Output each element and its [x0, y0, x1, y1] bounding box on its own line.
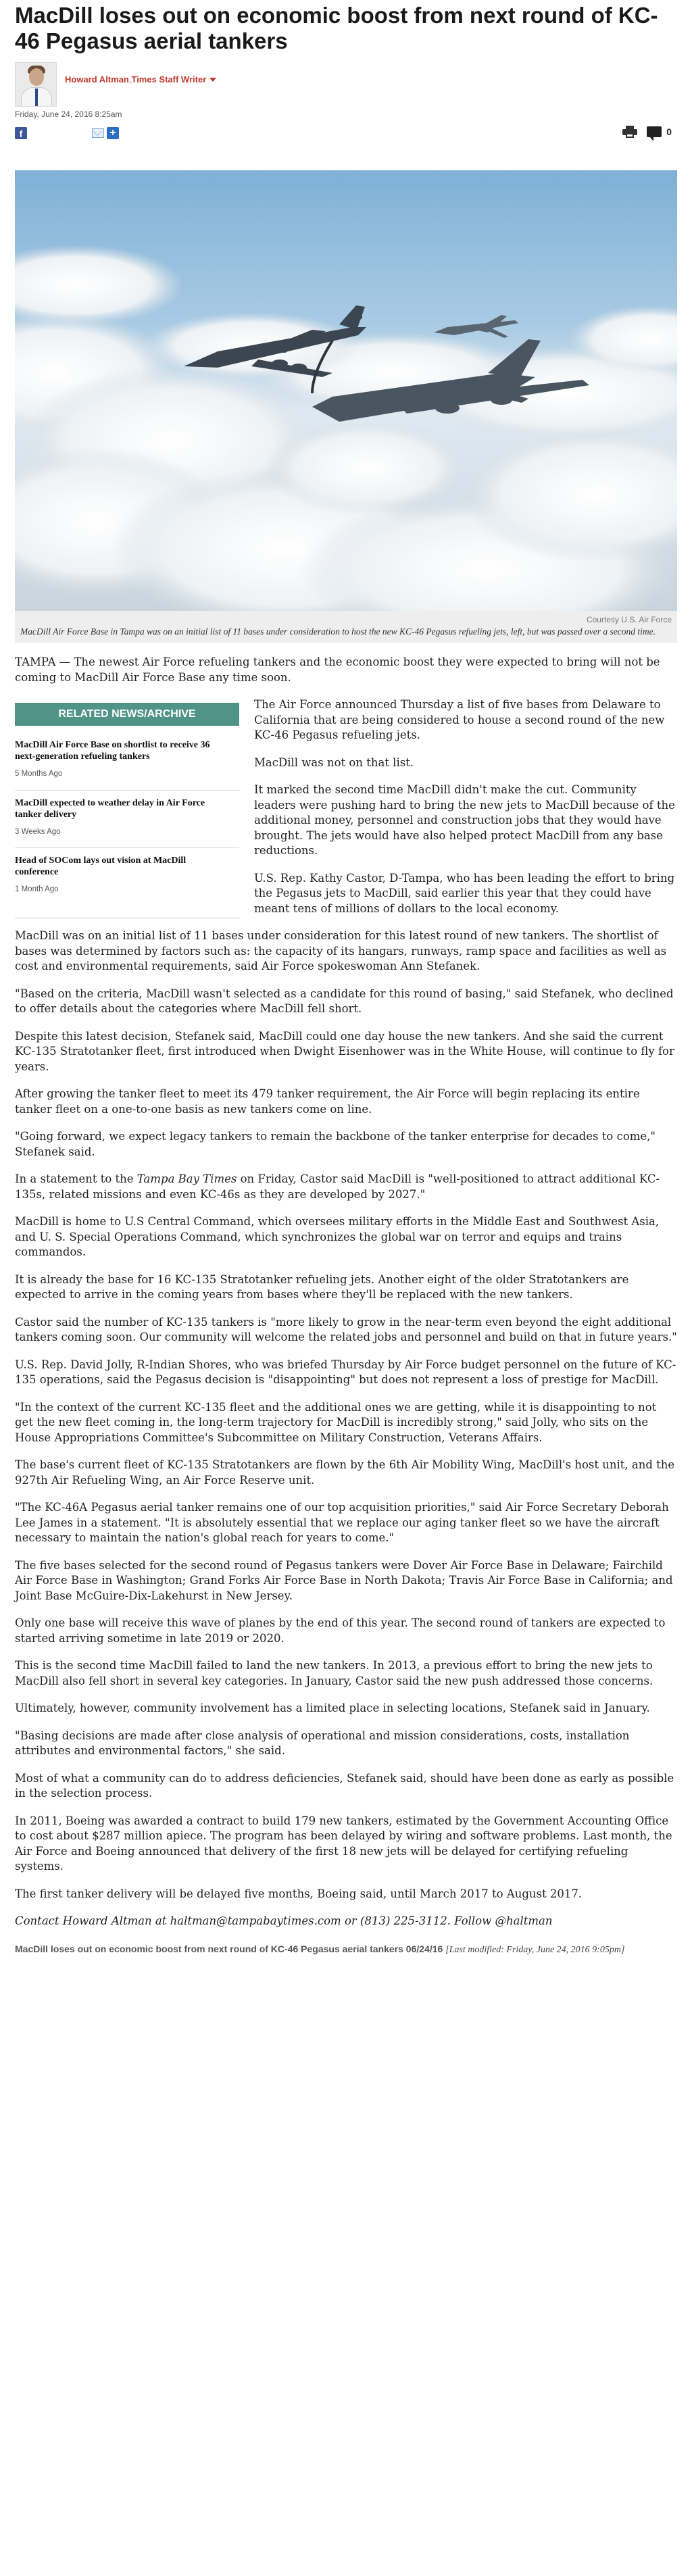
tools: [622, 126, 672, 138]
byline-separator: ,: [128, 74, 132, 84]
body-paragraph: After growing the tanker fleet to meet its 479 tanker requirement, the Air Force will begin replacing its entire tanker fleet on a one-to-one basis as new tankers come on line.: [15, 1087, 640, 1116]
share-bar: [15, 124, 677, 142]
body-paragraph: U.S. Rep. Kathy Castor, D-Tampa, who has been leading the effort to bring the Pegasus jets to MacDill, said earlier this year that they could have meant tens of millions of dollars to the local economy.: [254, 871, 675, 915]
body-paragraph: "The KC-46A Pegasus aerial tanker remains one of our top acquisition priorities," said Air Force Secretary Deborah Lee James in a statement. "It is absolutely essential that we replace our aging tanker fleet so we have the aircraft necessary to maintain the nation's global reach for years to come.": [15, 1501, 669, 1544]
body-paragraph: The base's current fleet of KC-135 Stratotankers are flown by the 6th Air Mobility Wing, MacDill's host unit, and the 927th Air Refueling Wing, an Air Force Reserve unit.: [15, 1458, 675, 1487]
body-paragraph: "In the context of the current KC-135 fleet and the additional ones we are getting, while it is disappointing to not get the new fleet coming in, the long-term trajectory for MacDill is incredibly strong," said Jolly, who sits on the House Appropriations Committee's Subcommittee on Military Construction, Veterans Affairs.: [15, 1400, 657, 1444]
body-paragraph: Most of what a community can do to address deficiencies, Stefanek said, should have been done as early as possible in the selection process.: [15, 1771, 674, 1800]
body-paragraph: "Going forward, we expect legacy tankers to remain the backbone of the tanker enterprise for decades to come," Stefanek said.: [15, 1130, 656, 1158]
related-title[interactable]: Head of SOCom lays out vision at MacDill conference: [15, 856, 187, 877]
related-title[interactable]: MacDill Air Force Base on shortlist to receive 36 next-generation refueling tankers: [15, 740, 210, 762]
author-contact: Contact Howard Altman at haltman@tampabaytimes.com or (813) 225-3112. Follow @haltman: [15, 1914, 553, 1927]
related-item[interactable]: [15, 848, 239, 906]
tanker-aircraft-photo: [15, 170, 677, 611]
body-paragraph: MacDill is home to U.S Central Command, which oversees military efforts in the Middle East and Southwest Asia, and U. S. Special Operations Command, which synchronizes the global war on terror and equips and trains commandos.: [15, 1215, 660, 1258]
body-paragraph: "Basing decisions are made after close analysis of operational and mission considerations, costs, installation attributes and environmental factors," she said.: [15, 1729, 630, 1757]
statement-body: on Friday, Castor said MacDill is "well-positioned to attract additional KC-135s, related missions and even KC-46s as they are developed by 2027.": [15, 1172, 660, 1201]
hero-photo: [15, 170, 677, 611]
last-modified: [Last modified: Friday, June 24, 2016 9:05pm]: [445, 1944, 625, 1955]
footer-title: MacDill loses out on economic boost from next round of KC-46 Pegasus aerial tankers 06/24/16: [15, 1943, 443, 1954]
body-paragraph: MacDill was not on that list.: [254, 756, 414, 769]
author-avatar[interactable]: [15, 62, 57, 107]
photo-caption-bar: [15, 611, 677, 643]
body-paragraph: The Air Force announced Thursday a list of five bases from Delaware to California that are being considered to house a second round of the new KC-46 Pegasus refueling jets.: [254, 698, 665, 741]
body-paragraph: Ultimately, however, community involvement has a limited place in selecting locations, Stefanek said in January.: [15, 1702, 650, 1714]
body-paragraph: U.S. Rep. David Jolly, R-Indian Shores, who was briefed Thursday by Air Force budget personnel on the future of KC-135 operations, said the Pegasus decision is "disappointing" but does not represent a loss of prestige for MacDill.: [15, 1358, 676, 1386]
comment-icon[interactable]: [647, 126, 662, 137]
chevron-down-icon[interactable]: [209, 78, 216, 82]
related-age: 5 Months Ago: [15, 770, 63, 778]
print-icon[interactable]: [622, 126, 637, 138]
related-news-sidebar: [15, 703, 239, 918]
comment-count[interactable]: 0: [666, 126, 672, 137]
related-age: 3 Weeks Ago: [15, 827, 61, 836]
sidebar-heading: RELATED NEWS/ARCHIVE: [15, 703, 239, 726]
headline: MacDill loses out on economic boost from next round of KC-46 Pegasus aerial tankers: [15, 3, 658, 53]
body-paragraph: Only one base will receive this wave of planes by the end of this year. The second round of tankers are expected to started arriving sometime in late 2019 or 2020.: [15, 1616, 666, 1645]
body-paragraph: Despite this latest decision, Stefanek said, MacDill could one day house the new tankers. And she said the current KC-135 Stratotanker fleet, first introduced when Dwight Eisenhower was in the White House, will continue to fly for years.: [15, 1029, 674, 1073]
author-name[interactable]: Howard Altman: [65, 74, 129, 84]
body-paragraph: "Based on the criteria, MacDill wasn't selected as a candidate for this round of basing," said Stefanek, who declined to offer details about the categories where MacDill fell short.: [15, 987, 674, 1015]
photo-credit: Courtesy U.S. Air Force: [586, 615, 672, 624]
byline: [15, 62, 677, 107]
body-paragraph: This is the second time MacDill failed to land the new tankers. In 2013, a previous effort to bring the new jets to MacDill also fell short in several key categories. In January, Castor said the new push addressed those concerns.: [15, 1659, 653, 1687]
newspaper-name: Tampa Bay Times: [137, 1172, 237, 1185]
publish-date: Friday, June 24, 2016 8:25am: [15, 109, 122, 119]
related-title[interactable]: MacDill expected to weather delay in Air Force tanker delivery: [15, 797, 205, 820]
body-paragraph: It is already the base for 16 KC-135 Stratotanker refueling jets. Another eight of the older Stratotankers are expected to arrive in the coming years from bases where they'll be replaced with the new tankers.: [15, 1272, 629, 1301]
related-item[interactable]: [15, 733, 239, 791]
share-plus-icon[interactable]: +: [107, 127, 119, 139]
author-byline[interactable]: [65, 74, 216, 84]
photo-caption: MacDill Air Force Base in Tampa was on an initial list of 11 bases under consideration to host the new KC-46 Pegasus refueling jets, left, but was passed over a second time.: [20, 626, 656, 637]
body-paragraph: In 2011, Boeing was awarded a contract to build 179 new tankers, estimated by the Government Accounting Office to cost about $287 million apiece. The program has been delayed by wiring and software problems. Last month, the Air Force and Boeing announced that delivery of the first 18 new jets will be delayed for certifying refueling systems.: [15, 1814, 672, 1873]
related-item[interactable]: [15, 791, 239, 849]
body-paragraph: MacDill was on an initial list of 11 bases under consideration for this latest round of new tankers. The shortlist of bases was determined by factors such as: the capacity of its hangars, runways, ramp space and facilities as well as cost and environmental requirements, said Air Force spokeswoman Ann Stefanek.: [15, 929, 667, 972]
body-paragraph: The first tanker delivery will be delayed five months, Boeing said, until March 2017 to August 2017.: [15, 1887, 583, 1900]
author-role: Times Staff Writer: [131, 74, 207, 84]
castor-statement-paragraph: [15, 1172, 677, 1202]
body-paragraph: Castor said the number of KC-135 tankers is "more likely to grow in the near-term even beyond the eight additional tankers coming soon. Our community will welcome the related jobs and personnel and build on that in future years.": [15, 1315, 677, 1343]
statement-intro: In a statement to the: [15, 1172, 137, 1185]
article-footer: [15, 1941, 677, 1958]
facebook-icon[interactable]: f: [15, 127, 27, 139]
body-paragraph: The five bases selected for the second round of Pegasus tankers were Dover Air Force Base in Delaware; Fairchild Air Force Base in Washington; Grand Forks Air Force Base in North Dakota; Travis Air Force Base in California; and Joint Base McGuire-Dix-Lakehurst in New Jersey.: [15, 1558, 673, 1602]
article-body: [15, 655, 677, 1929]
body-paragraph: It marked the second time MacDill didn't make the cut. Community leaders were pushing hard to bring the new jets to MacDill because of the additional money, personnel and construction jobs that they would have brought. The jets would have also helped protect MacDill from any base reductions.: [254, 783, 675, 857]
related-age: 1 Month Ago: [15, 885, 59, 893]
email-icon[interactable]: [92, 128, 104, 138]
lead-paragraph: TAMPA — The newest Air Force refueling tankers and the economic boost they were expected to bring will not be coming to MacDill Air Force Base any time soon.: [15, 655, 660, 684]
